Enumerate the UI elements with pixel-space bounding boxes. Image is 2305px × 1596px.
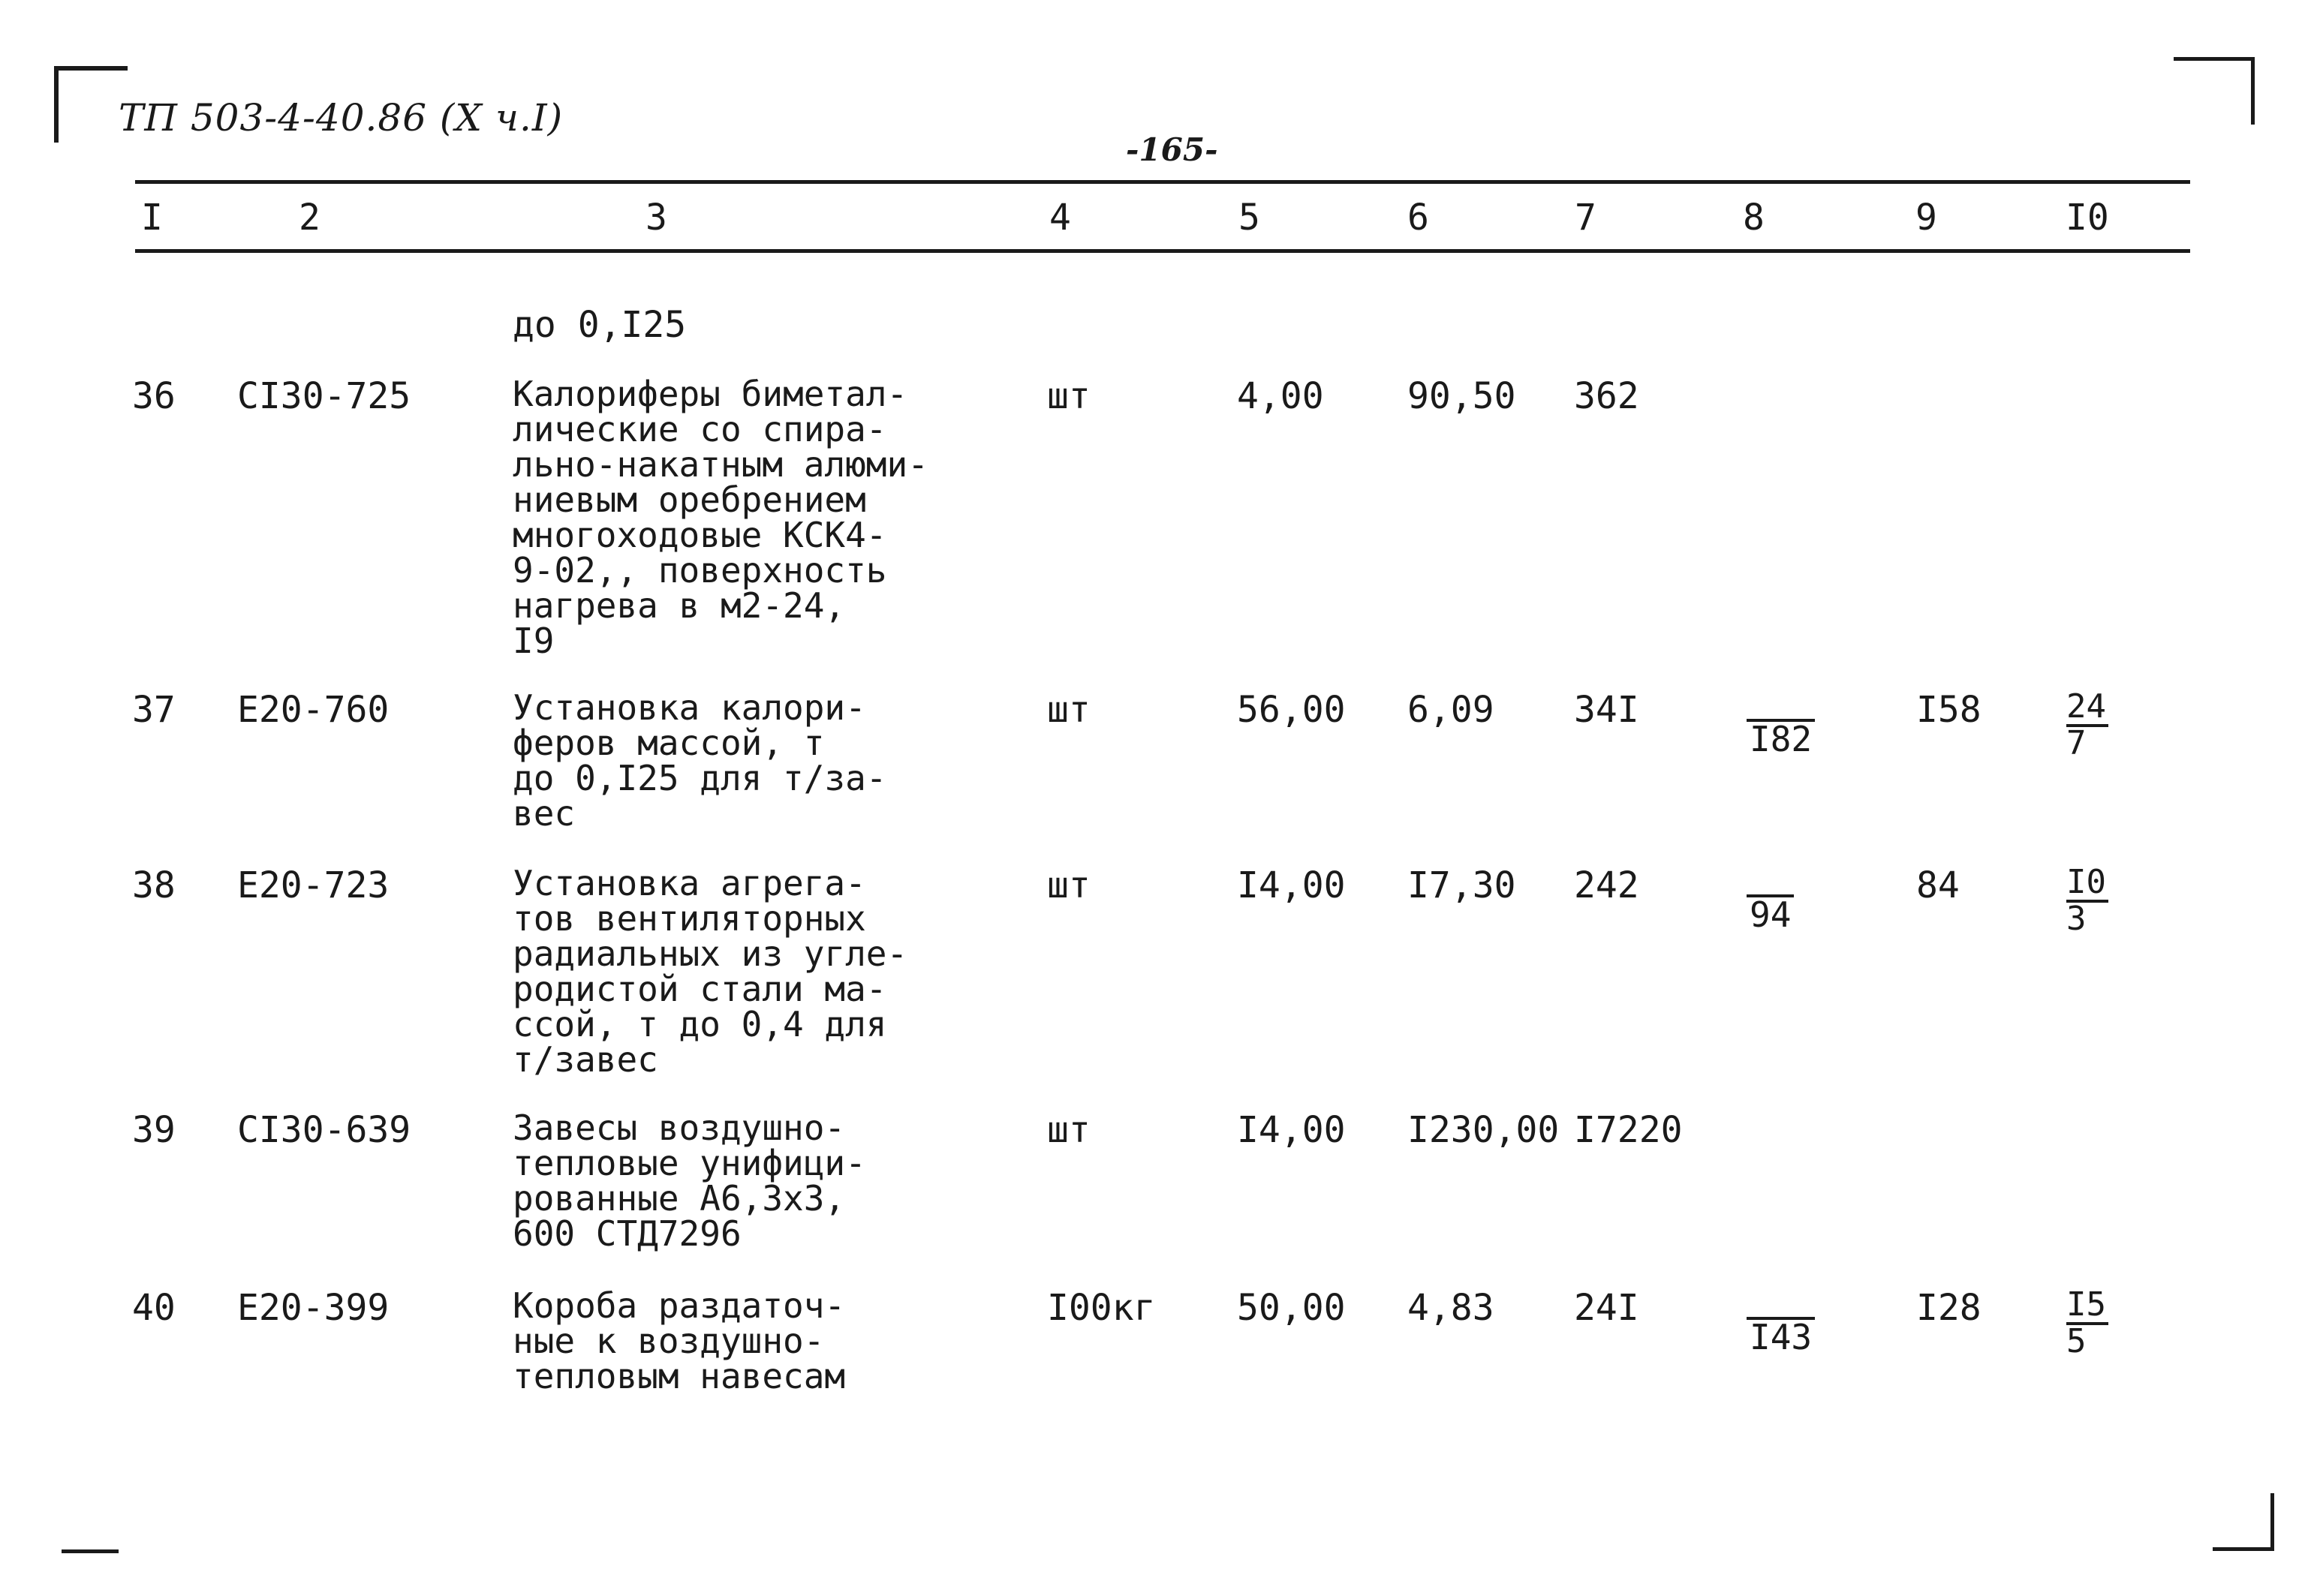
description: Установка агрега- тов вентиляторных радиальных из угле- родистой стали ма- ссой, т до 0,4 для т/завес [513, 863, 908, 1080]
code: СI30-725 [237, 375, 411, 417]
description: Завесы воздушно- тепловые унифици- рованные А6,3х3, 600 СТД7296 [513, 1108, 866, 1254]
col10-denominator: 7 [2066, 724, 2087, 762]
unit: шт [1047, 1109, 1091, 1151]
col8-value: 94 [1747, 894, 1794, 932]
unit-price: 6,09 [1407, 689, 1494, 731]
quantity: 56,00 [1237, 689, 1346, 731]
col10-numerator: 24 [2066, 690, 2108, 727]
quantity: I4,00 [1237, 1109, 1346, 1151]
column-header: 5 [1238, 197, 1260, 239]
unit: шт [1047, 375, 1091, 417]
col10-denominator: 5 [2066, 1322, 2087, 1360]
unit: I00кг [1047, 1287, 1156, 1329]
column-header: I0 [2066, 197, 2109, 239]
col9-value: 84 [1916, 864, 1960, 906]
col10-fraction [2066, 687, 2108, 762]
col10-numerator: I0 [2066, 866, 2108, 903]
unit: шт [1047, 864, 1091, 906]
description: Короба раздаточ- ные к воздушно- тепловым навесам [513, 1285, 846, 1396]
col10-fraction [2066, 1285, 2108, 1360]
column-header: 3 [645, 197, 667, 239]
total-cost: 34I [1574, 689, 1639, 731]
corner-mark-top-left [54, 66, 59, 143]
column-header: 7 [1575, 197, 1596, 239]
total-cost: I7220 [1574, 1109, 1683, 1151]
header-bottom-rule [135, 249, 2190, 253]
col9-value: I28 [1916, 1287, 1982, 1329]
row-number: 38 [132, 864, 176, 906]
description: Установка калори- феров массой, т до 0,I25 для т/за- вес [513, 687, 887, 834]
code: Е20-399 [237, 1287, 390, 1329]
corner-mark-bottom-right [2270, 1493, 2274, 1551]
col9-value: I58 [1916, 689, 1982, 731]
col8-value: I43 [1747, 1317, 1815, 1354]
page-number: -165- [1126, 131, 1218, 168]
unit-price: 4,83 [1407, 1287, 1494, 1329]
unit-price: I7,30 [1407, 864, 1516, 906]
row-number: 37 [132, 689, 176, 731]
col8-value: I82 [1747, 719, 1815, 756]
corner-mark-bottom-left [62, 1549, 119, 1553]
unit-price: I230,00 [1407, 1109, 1560, 1151]
header-top-rule [135, 180, 2190, 184]
col10-numerator: I5 [2066, 1288, 2108, 1325]
corner-mark-top-right [2251, 57, 2255, 125]
total-cost: 242 [1574, 864, 1639, 906]
col10-denominator: 3 [2066, 900, 2087, 938]
code: Е20-760 [237, 689, 390, 731]
column-header: 9 [1915, 197, 1937, 239]
total-cost: 24I [1574, 1287, 1639, 1329]
column-header: 8 [1743, 197, 1765, 239]
column-header: I [141, 197, 163, 239]
total-cost: 362 [1574, 375, 1639, 417]
row-number: 36 [132, 375, 176, 417]
continuation-text: до 0,I25 [513, 304, 687, 346]
corner-mark-top-left [54, 66, 128, 71]
document-stamp: ТП 503-4-40.86 (Х ч.I) [119, 96, 564, 140]
code: СI30-639 [237, 1109, 411, 1151]
quantity: 4,00 [1237, 375, 1324, 417]
column-header: 6 [1407, 197, 1429, 239]
column-header: 4 [1049, 197, 1071, 239]
description: Калориферы биметал- лические со спира- льно-накатным алюми- ниевым оребрением многоходовые КСК4- 9-02,, поверхность нагрева в м2-24, I9 [513, 374, 928, 661]
row-number: 39 [132, 1109, 176, 1151]
unit-price: 90,50 [1407, 375, 1516, 417]
quantity: I4,00 [1237, 864, 1346, 906]
quantity: 50,00 [1237, 1287, 1346, 1329]
col10-fraction [2066, 863, 2108, 938]
row-number: 40 [132, 1287, 176, 1329]
corner-mark-top-right [2174, 57, 2255, 61]
code: Е20-723 [237, 864, 390, 906]
column-header: 2 [299, 197, 320, 239]
unit: шт [1047, 689, 1091, 731]
corner-mark-bottom-right [2213, 1547, 2274, 1551]
